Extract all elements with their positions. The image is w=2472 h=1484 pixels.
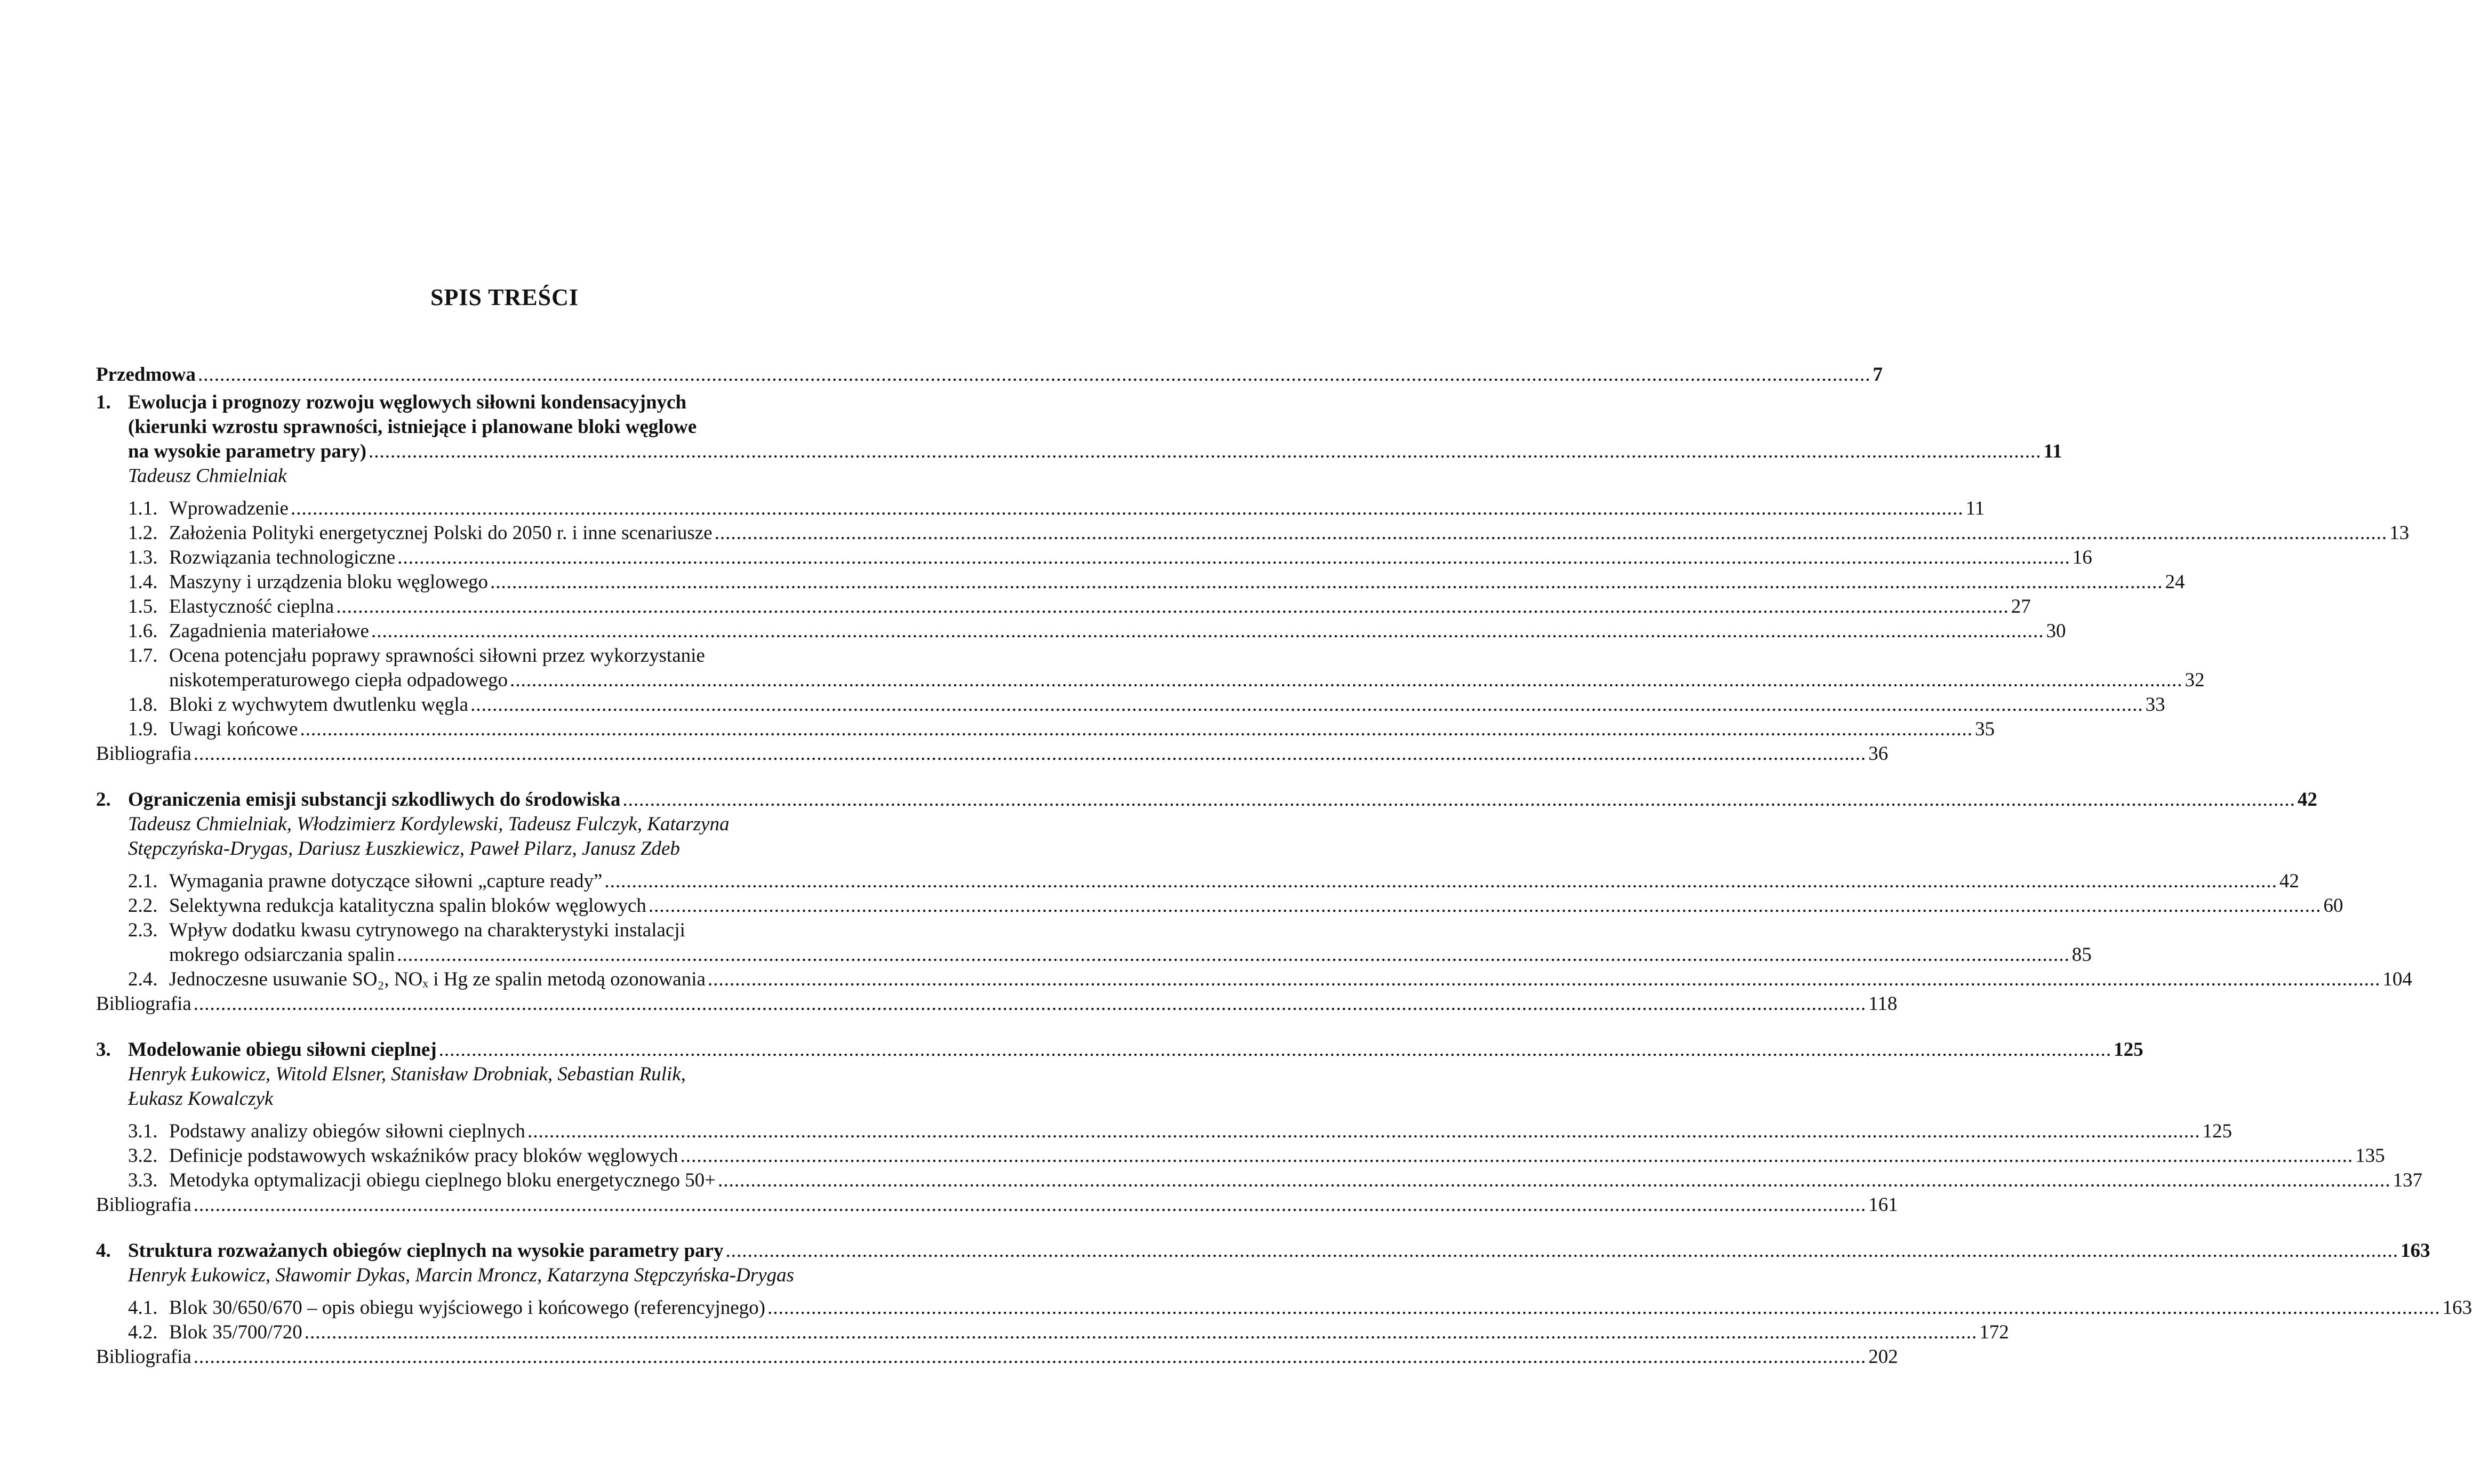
page-number: 163	[2442, 1297, 2472, 1319]
dot-leader	[439, 1038, 2112, 1062]
toc-entry-chapter	[96, 1239, 2430, 1263]
entry-title: Założenia Polityki energetycznej Polski do 2050 r. i inne scenariusze	[169, 522, 713, 544]
entry-title: Uwagi końcowe	[169, 718, 298, 740]
page-number: 30	[2046, 620, 2066, 642]
page-number: 42	[2297, 789, 2317, 811]
entry-number: 1.9.	[128, 718, 158, 740]
entry-number: 1.7.	[128, 645, 158, 667]
page-number: 135	[2355, 1145, 2385, 1167]
entry-number: 4.2.	[128, 1321, 158, 1343]
toc-entry-section	[128, 943, 2092, 967]
toc-entry-section	[128, 1144, 2385, 1168]
page-number: 42	[2279, 870, 2299, 892]
dot-leader	[305, 1320, 1978, 1345]
entry-title: Tadeusz Chmielniak	[128, 465, 287, 487]
dot-leader	[397, 546, 2070, 570]
page-number: 11	[2043, 440, 2062, 462]
page-number: 161	[1868, 1194, 1898, 1216]
page-number: 7	[1873, 364, 1883, 386]
entry-title: Podstawy analizy obiegów siłowni cieplnych	[169, 1120, 525, 1142]
dot-leader	[371, 619, 2044, 644]
toc-entry-section	[128, 595, 2031, 619]
entry-title: Ograniczenia emisji substancji szkodliwych do środowiska	[128, 789, 621, 811]
entry-title: Selektywna redukcja katalityczna spalin bloków węglowych	[169, 895, 646, 917]
page-number: 11	[1965, 498, 1985, 519]
entry-title: Blok 30/650/670 – opis obiegu wyjściowego i końcowego (referencyjnego)	[169, 1297, 765, 1319]
dot-leader	[291, 496, 1964, 521]
entry-title: Wprowadzenie	[169, 498, 289, 519]
entry-number: 2.2.	[128, 895, 158, 917]
dot-leader	[681, 1144, 2354, 1168]
entry-number: 1.4.	[128, 571, 158, 593]
toc-entry-section	[128, 1320, 2009, 1345]
entry-number: 1.1.	[128, 498, 158, 519]
entry-number: 1.5.	[128, 596, 158, 617]
entry-title: Definicje podstawowych wskaźników pracy bloków węglowych	[169, 1145, 678, 1167]
entry-title: na wysokie parametry pary)	[128, 440, 367, 462]
dot-leader	[194, 992, 1867, 1016]
entry-title: Bibliografia	[96, 1194, 191, 1216]
entry-number: 3.1.	[128, 1120, 158, 1142]
toc-entry-chapter	[96, 1038, 2143, 1062]
page-number: 36	[1868, 743, 1889, 765]
toc-entry-section	[128, 570, 2185, 595]
entry-title: Elastyczność cieplna	[169, 596, 334, 617]
toc-entry-section	[128, 1296, 2472, 1320]
entry-number: 2.4.	[128, 968, 158, 990]
dot-leader	[300, 717, 1973, 742]
page-number: 32	[2185, 669, 2205, 691]
toc-entry-bibliography	[96, 1193, 1898, 1217]
toc-entry-chapter	[96, 415, 911, 439]
page-number: 172	[1979, 1321, 2009, 1343]
dot-leader	[198, 363, 1871, 387]
entry-number: 1.6.	[128, 620, 158, 642]
dot-leader	[604, 869, 2277, 894]
dot-leader	[490, 570, 2163, 595]
entry-number: 1.8.	[128, 694, 158, 716]
entry-title: Ewolucja i prognozy rozwoju węglowych siłowni kondensacyjnych	[128, 391, 687, 413]
entry-number: 2.3.	[128, 919, 158, 941]
chapter-authors	[96, 1263, 911, 1288]
chapter-authors	[96, 837, 911, 861]
entry-title: Henryk Łukowicz, Sławomir Dykas, Marcin Mroncz, Katarzyna Stępczyńska-Drygas	[128, 1264, 794, 1286]
entry-title: Stępczyńska-Drygas, Dariusz Łuszkiewicz, Paweł Pilarz, Janusz Zdeb	[128, 838, 680, 860]
entry-title: Wymagania prawne dotyczące siłowni „capture ready”	[169, 870, 603, 892]
dot-leader	[767, 1296, 2441, 1320]
page-number: 16	[2072, 547, 2092, 568]
toc-entry-bibliography	[96, 742, 1889, 766]
page-number: 85	[2071, 944, 2092, 966]
entry-title: Metodyka optymalizacji obiegu cieplnego bloku energetycznego 50+	[169, 1169, 716, 1191]
entry-title: Tadeusz Chmielniak, Włodzimierz Kordylewski, Tadeusz Fulczyk, Katarzyna	[128, 813, 730, 835]
entry-title: Zagadnienia materiałowe	[169, 620, 369, 642]
entry-title: Bibliografia	[96, 743, 191, 765]
toc-entry-bibliography	[96, 992, 1898, 1016]
dot-leader	[725, 1239, 2398, 1263]
chapter-authors	[96, 1087, 911, 1111]
toc-entry-section	[128, 918, 911, 943]
entry-number: 2.1.	[128, 870, 158, 892]
toc-entry-chapter	[96, 439, 2062, 464]
dot-leader	[715, 521, 2388, 546]
chapter-authors	[96, 464, 911, 488]
page-number: 24	[2165, 571, 2185, 593]
entry-title: Rozwiązania technologiczne	[169, 547, 396, 568]
toc-entry-section	[128, 521, 2410, 546]
page-number: 125	[2202, 1120, 2232, 1142]
page-number: 27	[2011, 596, 2031, 617]
page-number: 13	[2389, 522, 2410, 544]
chapter-authors	[96, 1062, 911, 1087]
entry-title: Blok 35/700/720	[169, 1321, 302, 1343]
toc-entry-chapter	[96, 390, 911, 415]
dot-leader	[194, 1193, 1867, 1217]
entry-number: 3.3.	[128, 1169, 158, 1191]
dot-leader	[708, 967, 2381, 992]
toc-entry-section	[128, 717, 1995, 742]
toc-entry-section	[128, 1119, 2232, 1144]
page-number: 163	[2400, 1240, 2430, 1262]
toc-entry-section	[128, 967, 2412, 992]
toc-entry-section	[128, 546, 2092, 570]
entry-title: Ocena potencjału poprawy sprawności siłowni przez wykorzystanie	[169, 645, 705, 667]
toc-entry-front	[96, 363, 1883, 387]
entry-number: 1.3.	[128, 547, 158, 568]
dot-leader	[622, 788, 2295, 812]
dot-leader	[718, 1168, 2391, 1193]
entry-title: Henryk Łukowicz, Witold Elsner, Stanisław Drobniak, Sebastian Rulik,	[128, 1063, 686, 1085]
entry-number: 3.2.	[128, 1145, 158, 1167]
entry-title: Łukasz Kowalczyk	[128, 1088, 274, 1110]
page-number: 104	[2382, 968, 2412, 990]
dot-leader	[649, 894, 2322, 918]
toc-entry-section	[128, 1168, 2423, 1193]
toc-entry-section	[128, 869, 2299, 894]
dot-leader	[397, 943, 2070, 967]
entry-title: Jednoczesne usuwanie SO₂, NOₓ i Hg ze spalin metodą ozonowania	[169, 968, 706, 990]
entry-title: Przedmowa	[96, 364, 196, 386]
entry-title: Bibliografia	[96, 993, 191, 1015]
toc-entry-section	[128, 496, 1985, 521]
toc-entry-section	[128, 644, 911, 668]
entry-title: niskotemperaturowego ciepła odpadowego	[169, 669, 508, 691]
page-title: SPIS TREŚCI	[430, 284, 579, 310]
entry-number: 3.	[96, 1039, 111, 1061]
page-number: 33	[2145, 694, 2165, 716]
entry-title: Modelowanie obiegu siłowni cieplnej	[128, 1039, 437, 1061]
entry-title: Bibliografia	[96, 1346, 191, 1368]
entry-title: Struktura rozważanych obiegów cieplnych na wysokie parametry pary	[128, 1240, 724, 1262]
page-number: 137	[2393, 1169, 2423, 1191]
chapter-authors	[96, 812, 911, 837]
entry-number: 1.	[96, 391, 111, 413]
entry-title: (kierunki wzrostu sprawności, istniejące i planowane bloki węglowe	[128, 416, 697, 438]
dot-leader	[510, 668, 2183, 693]
dot-leader	[194, 742, 1867, 766]
page-number: 202	[1868, 1346, 1898, 1368]
toc-entry-bibliography	[96, 1345, 1898, 1369]
dot-leader	[194, 1345, 1867, 1369]
toc-entry-section	[128, 894, 2343, 918]
dot-leader	[369, 439, 2042, 464]
toc-entry-section	[128, 668, 2205, 693]
dot-leader	[527, 1119, 2201, 1144]
entry-number: 1.2.	[128, 522, 158, 544]
toc-entry-section	[128, 619, 2066, 644]
page-number: 125	[2114, 1039, 2143, 1061]
toc-entry-chapter	[96, 788, 2317, 812]
entry-number: 2.	[96, 789, 111, 811]
entry-title: Wpływ dodatku kwasu cytrynowego na charakterystyki instalacji	[169, 919, 685, 941]
page-number: 35	[1974, 718, 1995, 740]
page-number: 118	[1868, 993, 1898, 1015]
entry-title: mokrego odsiarczania spalin	[169, 944, 395, 966]
entry-number: 4.	[96, 1240, 111, 1262]
entry-title: Bloki z wychwytem dwutlenku węgla	[169, 694, 469, 716]
page-number: 60	[2323, 895, 2343, 917]
dot-leader	[336, 595, 2009, 619]
toc-entry-section	[128, 693, 2165, 717]
entry-number: 4.1.	[128, 1297, 158, 1319]
dot-leader	[470, 693, 2143, 717]
entry-title: Maszyny i urządzenia bloku węglowego	[169, 571, 488, 593]
